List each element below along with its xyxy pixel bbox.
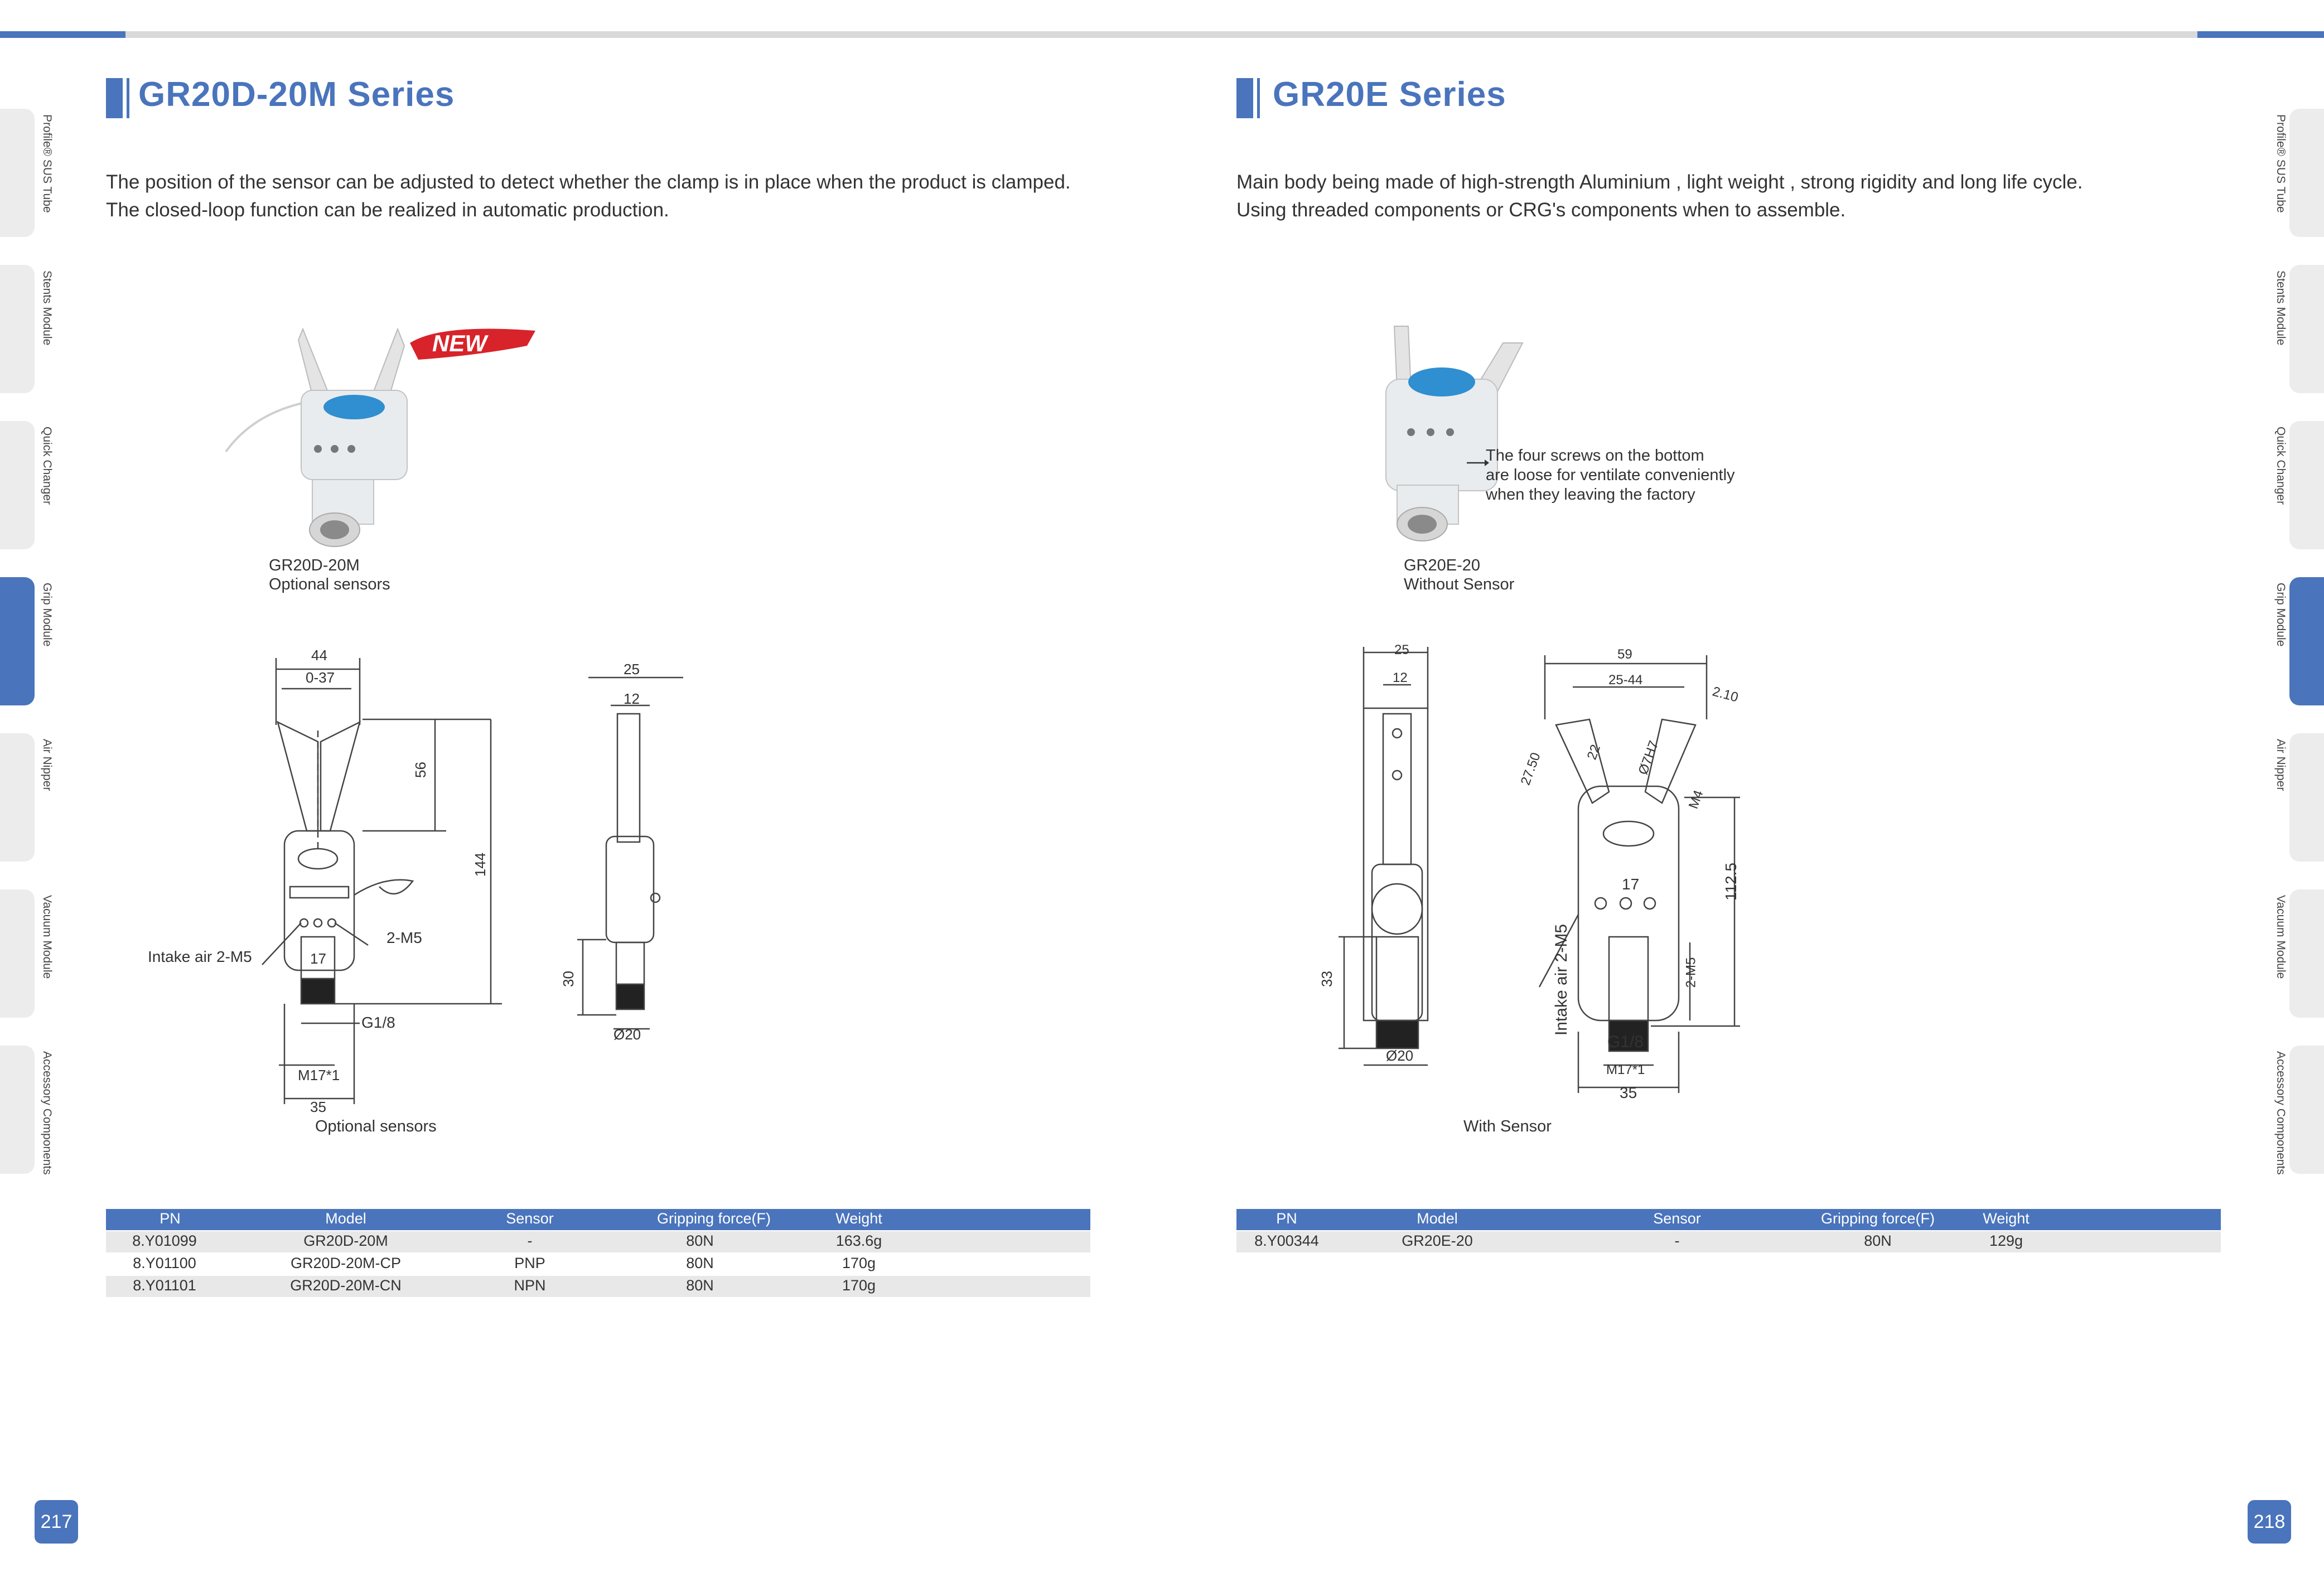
side-tab-air-nipper[interactable] xyxy=(0,733,54,862)
dim-label: 33 xyxy=(1318,971,1335,987)
photo-caption-note: Without Sensor xyxy=(1404,575,1515,593)
title-marker xyxy=(1257,78,1260,118)
page-number: 217 xyxy=(35,1500,78,1544)
dim-label: Ø20 xyxy=(613,1026,641,1043)
dim-label: 30 xyxy=(559,971,577,987)
top-divider-bar xyxy=(125,31,2197,38)
side-tab-label: Quick Changer xyxy=(2274,427,2287,505)
assembly-note-line: The four screws on the bottom xyxy=(1486,447,1704,465)
dim-label: G1/8 xyxy=(361,1014,395,1031)
product-photo-gr20e xyxy=(1344,318,1545,552)
photo-caption-model: GR20D-20M xyxy=(269,557,360,574)
table-cell: NPN xyxy=(514,1277,546,1294)
new-badge xyxy=(407,321,541,365)
side-tab-label: Stents Module xyxy=(41,270,54,346)
technical-drawing-side xyxy=(566,658,700,1048)
dim-label-intake: Intake air 2-M5 xyxy=(1552,923,1571,1036)
table-header-cell: Weight xyxy=(1983,1210,2030,1227)
table-header-cell: Gripping force(F) xyxy=(1820,1210,1935,1227)
dim-label: 17 xyxy=(310,950,326,967)
page-title: GR20D-20M Series xyxy=(138,75,455,114)
table-header-cell: PN xyxy=(1276,1210,1297,1227)
page-number: 218 xyxy=(2248,1500,2291,1544)
description-line: Using threaded components or CRG's components when to assemble. xyxy=(1236,199,1846,221)
table-cell: 80N xyxy=(1864,1232,1892,1249)
side-tab-label: Vacuum Module xyxy=(2274,895,2287,979)
side-tab-vacuum[interactable] xyxy=(2274,889,2324,1018)
dim-label: G1/8 xyxy=(1607,1033,1644,1051)
side-tab-profile[interactable] xyxy=(2274,109,2324,237)
dim-label: 112.5 xyxy=(1722,863,1740,901)
table-cell: 8.Y01101 xyxy=(133,1277,196,1294)
dim-label: 2-M5 xyxy=(386,929,422,946)
description xyxy=(1236,168,2083,224)
table-cell: 8.Y01100 xyxy=(133,1255,196,1271)
description-line: The position of the sensor can be adjusted to detect whether the clamp is in place when the product is clamped. xyxy=(106,171,1071,193)
dim-label: 17 xyxy=(1622,875,1640,893)
table-cell: GR20D-20M-CN xyxy=(290,1277,402,1294)
table-cell: 80N xyxy=(686,1232,714,1249)
dim-label: 2.10 xyxy=(1711,684,1740,705)
table-cell: 163.6g xyxy=(835,1232,882,1249)
dim-label: 25 xyxy=(624,661,640,678)
side-tab-label: Air Nipper xyxy=(2274,739,2287,791)
side-tab-quick-changer[interactable] xyxy=(0,421,54,549)
side-tab-label: Quick Changer xyxy=(41,427,54,505)
table-cell: GR20D-20M xyxy=(303,1232,388,1249)
dim-label: M17*1 xyxy=(298,1067,340,1083)
side-tab-grip-module[interactable] xyxy=(2274,577,2324,705)
description-line: Main body being made of high-strength Aluminium , light weight , strong rigidity and long life cycle. xyxy=(1236,171,2083,193)
side-tab-air-nipper[interactable] xyxy=(2274,733,2324,862)
technical-drawing-front xyxy=(134,641,535,1115)
table-cell: - xyxy=(527,1232,533,1249)
side-tab-label: Accessory Components xyxy=(41,1051,54,1175)
side-tab-label: Grip Module xyxy=(2274,583,2287,647)
dim-label: 2-M5 xyxy=(1683,957,1699,988)
table-header-cell: Weight xyxy=(835,1210,882,1227)
assembly-note-line: are loose for ventilate conveniently xyxy=(1486,466,1735,484)
table-header-cell: PN xyxy=(160,1210,181,1227)
table-cell: - xyxy=(1674,1232,1680,1249)
dim-label: 12 xyxy=(1393,670,1408,685)
table-row xyxy=(106,1231,1090,1252)
table-header xyxy=(1236,1209,2221,1230)
assembly-note-line: when they leaving the factory xyxy=(1486,486,1695,504)
description-line: The closed-loop function can be realized in automatic production. xyxy=(106,199,669,221)
dim-label: 44 xyxy=(311,647,327,664)
table-header xyxy=(106,1209,1090,1230)
table-cell: 8.Y01099 xyxy=(132,1232,197,1249)
dim-label: 35 xyxy=(310,1099,326,1115)
table-row xyxy=(106,1276,1090,1297)
dim-label: 22 xyxy=(1584,742,1604,762)
dim-label: 25-44 xyxy=(1608,673,1643,688)
table-cell: 170g xyxy=(842,1255,876,1271)
table-header-cell: Model xyxy=(1417,1210,1458,1227)
side-tab-stents[interactable] xyxy=(2274,265,2324,393)
dim-label: Ø20 xyxy=(1386,1047,1414,1064)
dim-label: Ø7H7 xyxy=(1635,738,1662,777)
dim-label: 0-37 xyxy=(306,669,335,686)
table-cell: GR20D-20M-CP xyxy=(290,1255,402,1271)
top-accent-bar-right xyxy=(2197,31,2324,38)
side-tab-quick-changer[interactable] xyxy=(2274,421,2324,549)
table-header-cell: Gripping force(F) xyxy=(656,1210,771,1227)
dim-label: 25 xyxy=(1394,642,1409,657)
drawing-caption: Optional sensors xyxy=(315,1118,437,1135)
table-cell: 80N xyxy=(686,1255,714,1271)
top-accent-bar-left xyxy=(0,31,125,38)
side-tab-label: Stents Module xyxy=(2274,270,2287,346)
photo-caption-note: Optional sensors xyxy=(269,575,390,593)
table-cell: 8.Y00344 xyxy=(1254,1232,1319,1249)
side-tab-label: Air Nipper xyxy=(41,739,54,791)
dim-label: 35 xyxy=(1620,1084,1637,1101)
title-marker xyxy=(106,78,123,118)
dim-label-intake: Intake air 2-M5 xyxy=(148,948,252,965)
side-tab-label: Accessory Components xyxy=(2274,1051,2287,1175)
side-tab-label: Grip Module xyxy=(41,583,54,647)
dim-label: 59 xyxy=(1617,647,1632,662)
side-tab-grip-module[interactable] xyxy=(0,577,54,705)
table-header-cell: Sensor xyxy=(506,1210,554,1227)
new-badge-text: NEW xyxy=(432,330,487,356)
side-tab-accessory[interactable] xyxy=(2274,1046,2324,1175)
dim-label: 12 xyxy=(624,690,640,707)
table-cell: 129g xyxy=(1989,1232,2023,1249)
table-row xyxy=(1236,1231,2221,1252)
dim-label: M4 xyxy=(1685,788,1707,811)
side-tab-label: Vacuum Module xyxy=(41,895,54,979)
side-tab-label: Profile® SUS Tube xyxy=(41,114,54,213)
table-row xyxy=(106,1254,1090,1275)
table-header-cell: Model xyxy=(325,1210,366,1227)
title-marker xyxy=(127,78,129,118)
side-tab-label: Profile® SUS Tube xyxy=(2274,114,2287,213)
description xyxy=(106,168,1071,224)
side-tab-profile[interactable] xyxy=(0,109,54,237)
photo-caption-model: GR20E-20 xyxy=(1404,557,1481,574)
photo-caption xyxy=(1404,556,1514,594)
side-tab-vacuum[interactable] xyxy=(0,889,54,1018)
table-cell: 170g xyxy=(842,1277,876,1294)
side-tab-accessory[interactable] xyxy=(0,1046,54,1175)
page-title: GR20E Series xyxy=(1273,75,1506,114)
table-cell: 80N xyxy=(686,1277,714,1294)
photo-caption xyxy=(269,556,390,594)
dim-label: 56 xyxy=(412,762,429,778)
dim-label: 144 xyxy=(472,852,489,877)
dim-label: 27.50 xyxy=(1518,750,1544,787)
table-cell: PNP xyxy=(514,1255,545,1271)
assembly-note xyxy=(1486,446,1735,505)
drawing-caption: With Sensor xyxy=(1463,1118,1552,1135)
technical-drawing-side-e xyxy=(1327,641,1461,1076)
table-cell: GR20E-20 xyxy=(1402,1232,1473,1249)
table-header-cell: Sensor xyxy=(1653,1210,1701,1227)
title-marker xyxy=(1236,78,1253,118)
dim-label: M17*1 xyxy=(1606,1062,1645,1077)
side-tab-stents[interactable] xyxy=(0,265,54,393)
